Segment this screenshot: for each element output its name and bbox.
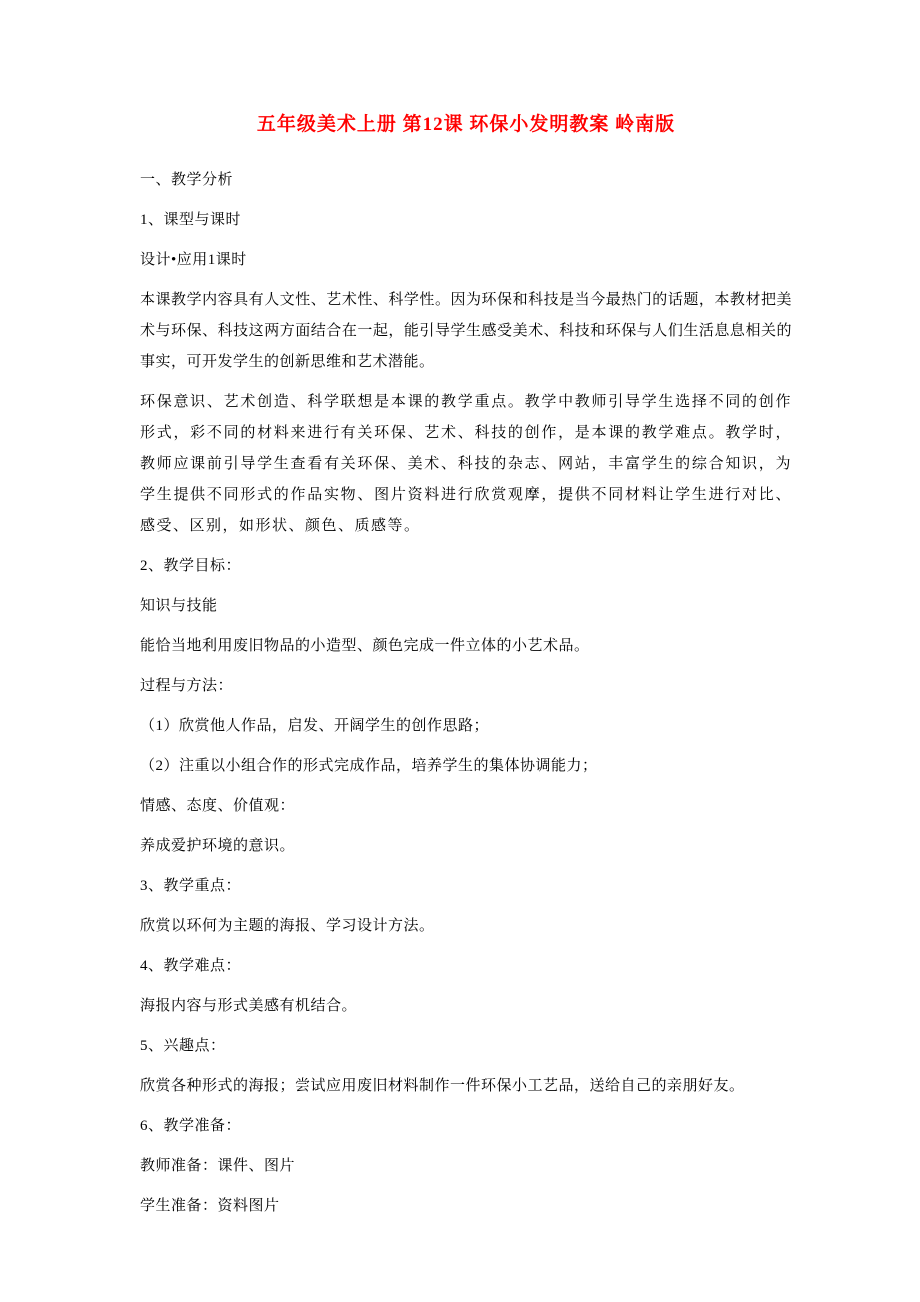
paragraph: 5、兴趣点：	[140, 1037, 226, 1054]
paragraph: 养成爱护环境的意识。	[140, 837, 296, 854]
document-title: 五年级美术上册 第12课 环保小发明教案 岭南版	[256, 114, 676, 135]
paragraph: 海报内容与形式美感有机结合。	[140, 997, 358, 1014]
paragraph-section-heading: 一、教学分析	[140, 171, 234, 188]
paragraph: 4、教学难点：	[140, 957, 242, 974]
paragraph: 欣赏各种形式的海报；尝试应用废旧材料制作一件环保小工艺品，送给自己的亲朋好友。	[140, 1077, 745, 1094]
paragraph: 3、教学重点：	[140, 877, 242, 894]
paragraph: 能恰当地利用废旧物品的小造型、颜色完成一件立体的小艺术品。	[140, 637, 590, 654]
paragraph: 欣赏以环何为主题的海报、学习设计方法。	[140, 917, 435, 934]
paragraph: （1）欣赏他人作品，启发、开阔学生的创作思路；	[140, 717, 490, 734]
paragraph: 学生准备：资料图片	[140, 1197, 280, 1214]
document-body	[140, 165, 792, 1222]
paragraph: 情感、态度、价值观：	[140, 797, 296, 814]
paragraph: 教师准备：课件、图片	[140, 1157, 296, 1174]
paragraph: 设计•应用1课时	[140, 251, 247, 268]
paragraph: 1、课型与课时	[140, 211, 242, 228]
paragraph: 过程与方法：	[140, 677, 234, 694]
paragraph: 本课教学内容具有人文性、艺术性、科学性。因为环保和科技是当今最热门的话题，本教材把美术与环保、科技这两方面结合在一起，能引导学生感受美术、科技和环保与人们生活息息相关的事实，可开发学生的创新思维和艺术潜能。	[140, 291, 792, 370]
paragraph: （2）注重以小组合作的形式完成作品，培养学生的集体协调能力；	[140, 757, 598, 774]
paragraph: 6、教学准备：	[140, 1117, 242, 1134]
paragraph: 知识与技能	[140, 597, 218, 614]
paragraph: 2、教学目标：	[140, 557, 242, 574]
paragraph: 环保意识、艺术创造、科学联想是本课的教学重点。教学中教师引导学生选择不同的创作形式，彩不同的材料来进行有关环保、艺术、科技的创作，是本课的教学难点。教学时，教师应课前引导学生查看有关环保、美术、科技的杂志、网站，丰富学生的综合知识，为学生提供不同形式的作品实物、图片资料进行欣赏观摩，提供不同材料让学生进行对比、感受、区别，如形状、颜色、质感等。	[140, 393, 792, 534]
